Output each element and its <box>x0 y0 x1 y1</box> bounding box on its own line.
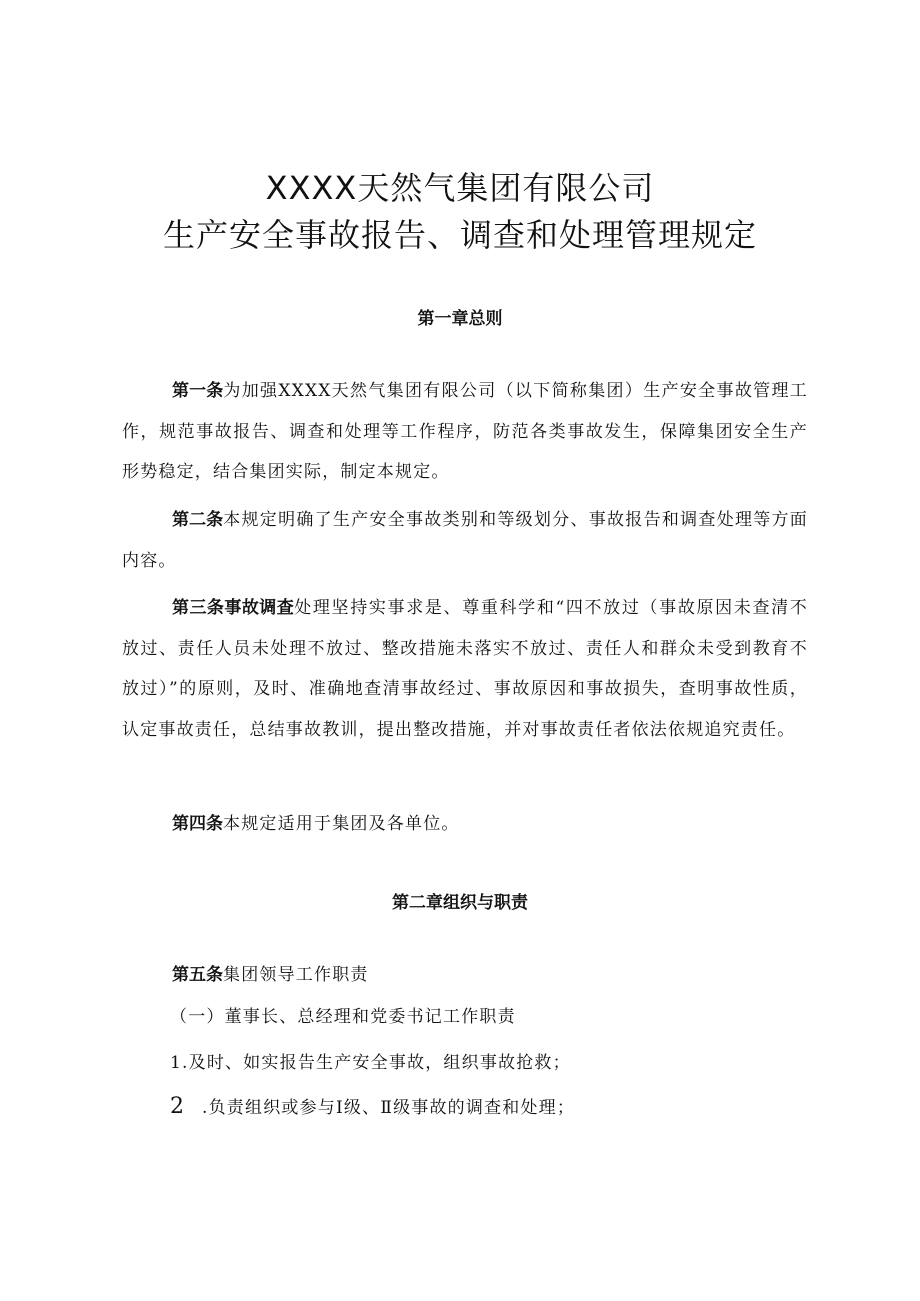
list-item <box>170 1087 575 1128</box>
article-label: 第五条 <box>172 965 223 985</box>
list-item <box>170 1043 571 1083</box>
chapter-heading-2: 第二章组织与职责 <box>392 893 528 913</box>
article-1 <box>122 371 808 493</box>
article-text: 本规定适用于集团及各单位。 <box>223 814 460 834</box>
document-title-line2: 生产安全事故报告、调查和处理管理规定 <box>162 216 757 254</box>
article-text: 本规定明确了生产安全事故类别和等级划分、事故报告和调查处理等方面内容。 <box>122 510 808 571</box>
subsection-heading: （一）董事长、总经理和党委书记工作职责 <box>170 1007 516 1027</box>
article-text: 为加强XXXX天然气集团有限公司（以下简称集团）生产安全事故管理工作，规范事故报告、调查和处理等工作程序，防范各类事故发生，保障集团安全生产形势稳定，结合集团实际，制定本规定。 <box>122 381 808 482</box>
document-title-line1: XXXX天然气集团有限公司 <box>265 169 655 207</box>
list-item-text: .负责组织或参与Ⅰ级、Ⅱ级事故的调查和处理； <box>202 1098 576 1118</box>
list-item-number: 2 <box>170 1094 186 1119</box>
article-text: 集团领导工作职责 <box>223 965 369 985</box>
list-item-text: 及时、如实报告生产安全事故，组织事故抢救； <box>188 1053 571 1073</box>
article-5 <box>122 955 808 996</box>
article-label: 第四条 <box>172 814 223 834</box>
article-text: 处理坚持实事求是、尊重科学和“四不放过（事故原因未查清不放过、责任人员未处理不放过、整改措施未落实不放过、责任人和群众未受到教育不放过）”的原则，及时、准确地查清事故经过、事故原因和事故损失，查明事故性质，认定事故责任，总结事故教训，提出整改措施，并对事故责任者依法依规追究责任。 <box>122 598 808 740</box>
chapter-heading-1: 第一章总则 <box>417 309 503 329</box>
article-label: 第三条事故调查 <box>172 598 295 618</box>
article-label: 第一条 <box>172 381 224 401</box>
list-item-number: 1. <box>170 1053 189 1073</box>
article-4 <box>122 804 808 845</box>
article-2 <box>122 500 808 581</box>
article-3 <box>122 588 808 750</box>
article-label: 第二条 <box>172 510 224 530</box>
